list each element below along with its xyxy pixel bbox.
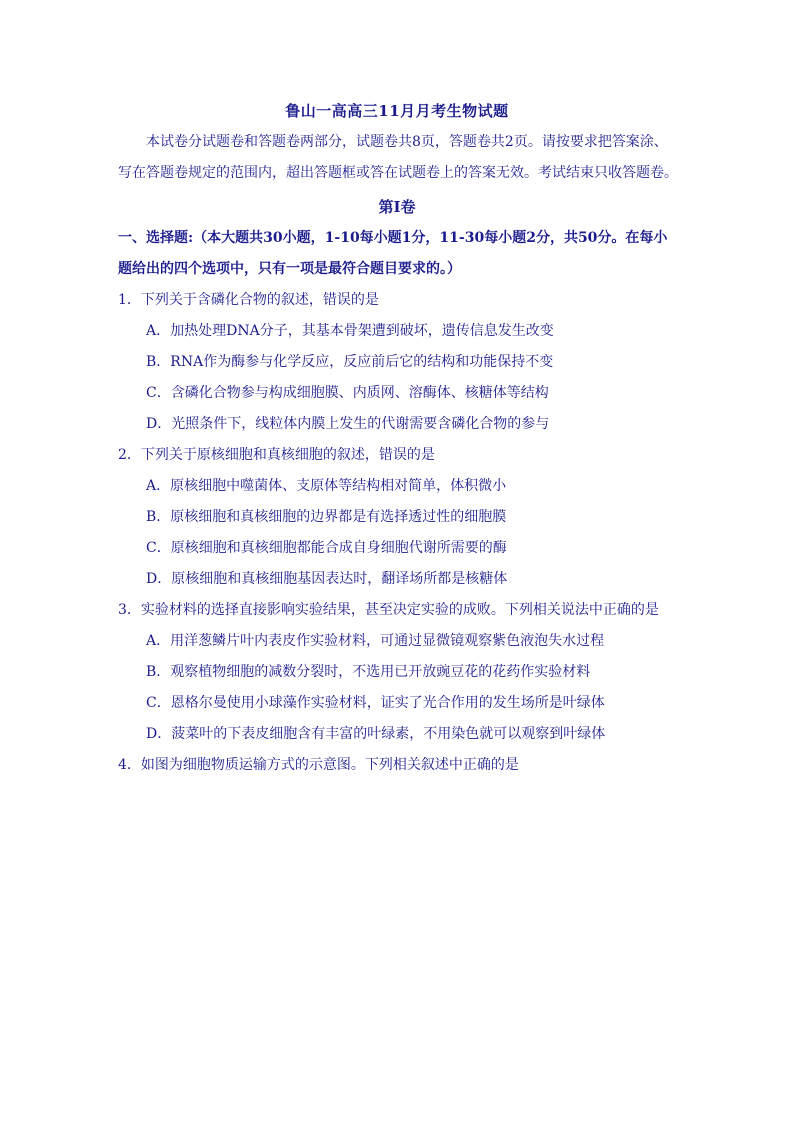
question-stem: 2．下列关于原核细胞和真核细胞的叙述，错误的是 — [118, 447, 435, 463]
question-stem: 3．实验材料的选择直接影响实验结果，甚至决定实验的成败。下列相关说法中正确的是 — [118, 602, 659, 618]
exam-instructions — [118, 127, 678, 189]
question-1 — [118, 285, 678, 440]
option-a: A．原核细胞中噬菌体、支原体等结构相对简单，体积微小 — [146, 478, 507, 494]
option-c: C．恩格尔曼使用小球藻作实验材料，证实了光合作用的发生场所是叶绿体 — [146, 695, 605, 711]
question-4 — [118, 750, 678, 781]
option-c: C．原核细胞和真核细胞都能合成自身细胞代谢所需要的酶 — [146, 540, 507, 556]
question-stem: 1．下列关于含磷化合物的叙述，错误的是 — [118, 292, 379, 308]
option-d: D．光照条件下，线粒体内膜上发生的代谢需要含磷化合物的参与 — [146, 416, 550, 432]
option-a: A．用洋葱鳞片叶内表皮作实验材料，可通过显微镜观察紫色液泡失水过程 — [146, 633, 605, 649]
option-d: D．菠菜叶的下表皮细胞含有丰富的叶绿素，不用染色就可以观察到叶绿体 — [146, 726, 606, 742]
volume-heading: 第Ⅰ卷 — [378, 198, 416, 216]
option-d: D．原核细胞和真核细胞基因表达时，翻译场所都是核糖体 — [146, 571, 508, 587]
question-2 — [118, 440, 678, 595]
instructions-line-1: 本试卷分试题卷和答题卷两部分，试题卷共8页，答题卷共2页。请按要求把答案涂、 — [146, 134, 668, 150]
option-b: B．RNA作为酶参与化学反应，反应前后它的结构和功能保持不变 — [146, 354, 554, 370]
question-3 — [118, 595, 678, 750]
section-heading-line-2: 题给出的四个选项中，只有一项是最符合题目要求的。） — [118, 261, 461, 277]
question-list — [118, 285, 678, 781]
exam-title: 鲁山一高高三11月月考生物试题 — [285, 102, 509, 120]
option-b: B．原核细胞和真核细胞的边界都是有选择透过性的细胞膜 — [146, 509, 507, 525]
section-heading — [118, 223, 678, 285]
section-heading-line-1: 一、选择题:（本大题共30小题，1-10每小题1分，11-30每小题2分，共50分。在每小 — [118, 230, 668, 246]
question-stem: 4．如图为细胞物质运输方式的示意图。下列相关叙述中正确的是 — [118, 757, 519, 773]
option-a: A．加热处理DNA分子，其基本骨架遭到破坏，遗传信息发生改变 — [146, 323, 554, 339]
option-b: B．观察植物细胞的减数分裂时，不选用已开放豌豆花的花药作实验材料 — [146, 664, 591, 680]
instructions-line-2: 写在答题卷规定的范围内，超出答题框或答在试题卷上的答案无效。考试结束只收答题卷。 — [118, 165, 678, 181]
option-c: C．含磷化合物参与构成细胞膜、内质网、溶酶体、核糖体等结构 — [146, 385, 549, 401]
